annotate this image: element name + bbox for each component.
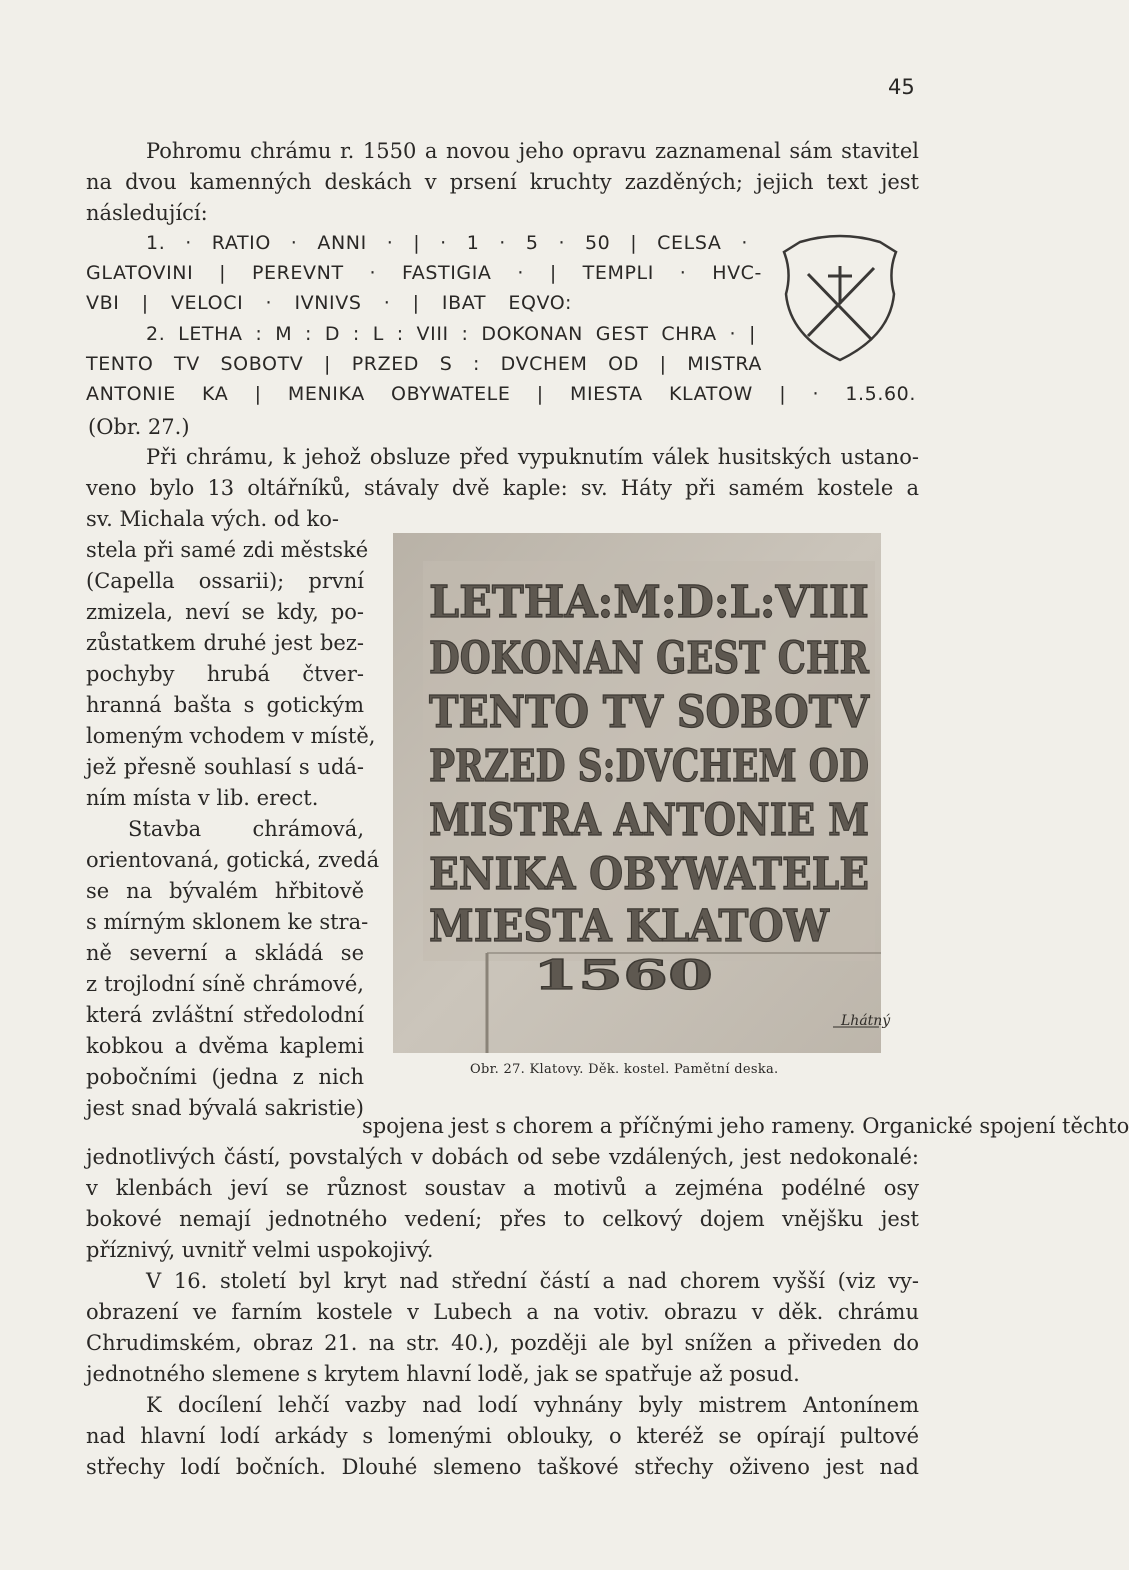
text-line: obrazení ve farním kostele v Lubech a na votiv. obrazu v děk. chrámu (86, 1300, 919, 1324)
plaque-line: ENIKA OBYWATELE (429, 849, 869, 900)
inscription-line: TENTO TV SOBOTV | PRZED S : DVCHEM OD | MISTRA (86, 353, 762, 375)
plaque-line: TENTO TV SOBOTV (429, 687, 870, 738)
coat-of-arms-icon (778, 232, 902, 366)
text-line: na dvou kamenných deskách v prsení kruchty zazděných; jejich text jest (86, 170, 919, 194)
plaque-line: PRZED S:DVCHEM OD (429, 741, 869, 792)
column-line: (Capella ossarii); první (86, 569, 364, 593)
column-line: zůstatkem druhé jest bez- (86, 631, 364, 655)
text-line: V 16. století byl kryt nad střední částí a nad chorem vyšší (viz vy- (146, 1269, 919, 1293)
column-line: která zvláštní středolodní (86, 1003, 364, 1027)
column-line: ním místa v lib. erect. (86, 786, 319, 810)
plaque-line: LETHA:M:D:L:VIII (429, 577, 869, 628)
plaque-photo (393, 533, 891, 1053)
text-line: K docílení lehčí vazby nad lodí vyhnány byly mistrem Antonínem (146, 1393, 919, 1417)
column-line: orientovaná, gotická, zvedá (86, 848, 380, 872)
inscription-line: VBI | VELOCI · IVNIVS · | IBAT EQVO: (86, 292, 572, 314)
inscription-line: 1. · RATIO · ANNI · | · 1 · 5 · 50 | CELSA · (146, 232, 748, 254)
text-line: jednotlivých částí, povstalých v dobách od sebe vzdálených, jest nedokonalé: (86, 1145, 919, 1169)
inscription-line: GLATOVINI | PEREVNT · FASTIGIA · | TEMPLI · HVC- (86, 262, 762, 284)
inscription-line: ANTONIE KA | MENIKA OBYWATELE | MIESTA KLATOW | · 1.5.60. (86, 383, 916, 405)
column-line: hranná bašta s gotickým (86, 693, 364, 717)
column-line: ně severní a skládá se (86, 941, 364, 965)
plaque-line: 1560 (533, 952, 713, 999)
figure-caption: Obr. 27. Klatovy. Děk. kostel. Pamětní deska. (470, 1062, 779, 1077)
column-line: se na bývalém hřbitově (86, 879, 364, 903)
column-line: jest snad bývalá sakristie) (86, 1096, 364, 1120)
artist-signature: Lhátný (841, 1013, 891, 1029)
column-line: sv. Michala vých. od ko- (86, 507, 340, 531)
column-line: pobočními (jedna z nich (86, 1065, 364, 1089)
text-line: střechy lodí bočních. Dlouhé slemeno taškové střechy oživeno jest nad (86, 1455, 919, 1479)
column-line: z trojlodní síně chrámové, (86, 972, 364, 996)
text-line: příznivý, uvnitř velmi uspokojivý. (86, 1238, 434, 1262)
column-line: jež přesně souhlasí s udá- (86, 755, 364, 779)
column-line: kobkou a dvěma kaplemi (86, 1034, 364, 1058)
column-line: zmizela, neví se kdy, po- (86, 600, 364, 624)
column-line: lomeným vchodem v místě, (86, 724, 376, 748)
inscription-line: 2. LETHA : M : D : L : VIII : DOKONAN GEST CHRA · | (146, 323, 756, 345)
column-line: Stavba chrámová, (128, 817, 364, 841)
column-line: pochyby hrubá čtver- (86, 662, 364, 686)
text-line: veno bylo 13 oltářníků, stávaly dvě kaple: sv. Háty při samém kostele a (86, 476, 919, 500)
text-line: v klenbách jeví se různost soustav a motivů a zejména podélné osy (86, 1176, 919, 1200)
text-line: Pohromu chrámu r. 1550 a novou jeho opravu zaznamenal sám stavitel (146, 139, 919, 163)
column-line: stela při samé zdi městské (86, 538, 369, 562)
text-line: Při chrámu, k jehož obsluze před vypuknutím válek husitských ustano- (146, 445, 919, 469)
page-number: 45 (888, 75, 915, 99)
text-line: spojena jest s chorem a příčnými jeho rameny. Organické spojení těchto (362, 1114, 1129, 1138)
text-line: jednotného slemene s krytem hlavní lodě, jak se spatřuje až posud. (86, 1362, 800, 1386)
text-line: bokové nemají jednotného vedení; přes to celkový dojem vnějšku jest (86, 1207, 919, 1231)
text-line: Chrudimském, obraz 21. na str. 40.), později ale byl snížen a přiveden do (86, 1331, 919, 1355)
plaque-line: MISTRA ANTONIE M (429, 795, 869, 846)
plaque-line: DOKONAN GEST CHR (429, 633, 870, 684)
figure-reference: (Obr. 27.) (88, 415, 190, 439)
text-line: nad hlavní lodí arkády s lomenými oblouky, o kteréž se opírají pultové (86, 1424, 919, 1448)
text-line: následující: (86, 201, 208, 225)
column-line: s mírným sklonem ke stra- (86, 910, 369, 934)
plaque-line: MIESTA KLATOW (429, 901, 830, 952)
